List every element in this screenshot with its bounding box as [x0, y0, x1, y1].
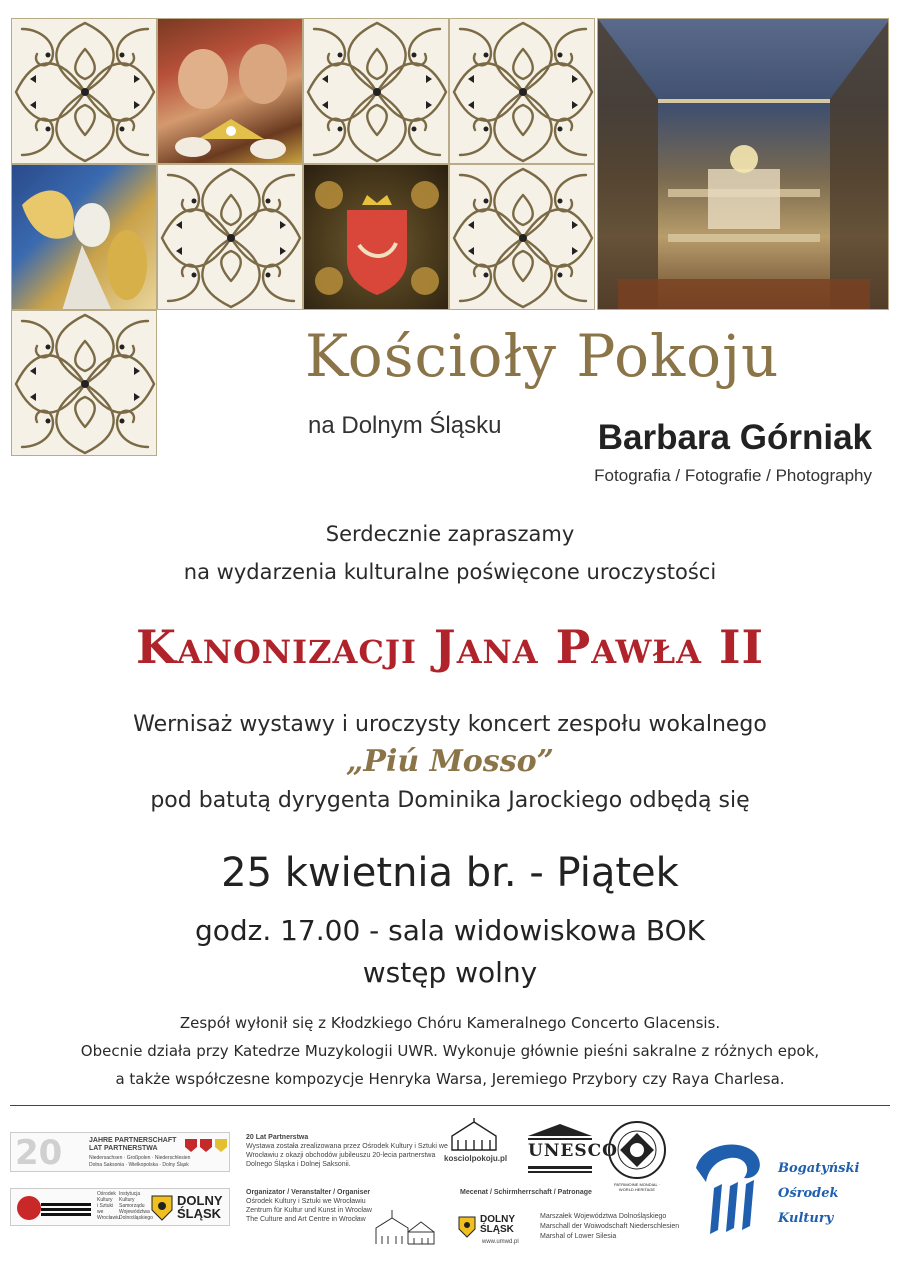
church-interior-photo — [597, 18, 889, 310]
umwd-text-1: DOLNY — [480, 1214, 515, 1225]
partnership-text-2: Wrocławiu z okazji obchodów jubileuszu 20-lecia partnerstwa — [246, 1152, 436, 1159]
exhibition-subtitle: na Dolnym Śląsku — [308, 412, 502, 439]
umwd-crest-icon — [458, 1216, 476, 1238]
coat-of-arms-photo — [303, 164, 449, 310]
patronage-text-2: Marschall der Woiwodschaft Niederschlesien — [540, 1223, 680, 1230]
bok-logo-icon — [692, 1138, 770, 1238]
patronage-text-1: Marszałek Województwa Dolnośląskiego — [540, 1213, 667, 1220]
okis-text-2: Kultury — [97, 1197, 113, 1203]
okis-text-b1: Instytucja — [119, 1191, 141, 1197]
okis-logo — [10, 1188, 230, 1226]
organizer-text-3: The Culture and Art Centre in Wrocław — [246, 1216, 366, 1223]
description-line-3: a także współczesne kompozycje Henryka Warsa, Jeremiego Przybory czy Raya Charlesa. — [115, 1070, 785, 1088]
bok-text-2: Ośrodek — [778, 1186, 839, 1201]
footer-divider — [10, 1105, 890, 1106]
description-line-1: Zespół wyłonił się z Kłodzkiego Chóru Kameralnego Concerto Glacensis. — [179, 1014, 721, 1032]
horse-crest-icon — [185, 1139, 197, 1152]
eagle-crest-icon — [200, 1139, 212, 1152]
kosciolpokoju-url: kosciolpokoju.pl — [444, 1154, 508, 1163]
bok-text-1: Bogatyński — [778, 1161, 860, 1176]
organizer-title: Organizator / Veranstalter / Organiser — [246, 1189, 371, 1196]
silesia-crest-icon — [215, 1139, 227, 1152]
organizer-text-1: Ośrodek Kultury i Sztuki we Wrocławiu — [246, 1198, 366, 1205]
ornament-tile — [11, 18, 157, 164]
event-date: 25 kwietnia br. - Piątek — [221, 850, 679, 896]
invitation-line-2: na wydarzenia kulturalne poświęcone uroczystości — [183, 560, 717, 584]
photographer-name: Barbara Górniak — [597, 418, 872, 457]
church-sketch-icon — [372, 1208, 438, 1246]
umwd-text-2: ŚLĄSK — [480, 1224, 514, 1235]
partnership-line-4: Dolna Saksonia · Wielkopolska · Dolny Śląsk — [89, 1162, 189, 1168]
partnership-logo — [10, 1132, 230, 1172]
exhibition-title: Kościoły Pokoju — [305, 322, 780, 390]
dolny-slask-text-2: ŚLĄSK — [177, 1206, 222, 1221]
ornament-tile — [449, 18, 595, 164]
umwd-url: www.umwd.pl — [482, 1239, 519, 1245]
dolny-slask-text-1: DOLNY — [177, 1193, 223, 1208]
ornament-tile — [157, 164, 303, 310]
partnership-text-3: Dolnego Śląska i Dolnej Saksonii. — [246, 1161, 351, 1168]
invitation-line-1: Serdecznie zapraszamy — [325, 522, 575, 546]
partnership-line-3: Niedersachsen · Großpolen · Niederschlesien — [89, 1155, 191, 1161]
okis-text-b5: Dolnośląskiego — [119, 1215, 153, 1221]
entry-info: wstęp wolny — [362, 956, 538, 989]
unesco-text: UNESCO — [528, 1141, 618, 1161]
cherubs-photo — [157, 18, 303, 164]
partnership-title: 20 Lat Partnerstwa — [246, 1134, 309, 1141]
event-time-venue: godz. 17.00 - sala widowiskowa BOK — [194, 914, 706, 947]
partnership-line-1: JAHRE PARTNERSCHAFT — [89, 1137, 177, 1144]
okis-text-b4: Województwa — [119, 1209, 150, 1215]
kosciolpokoju-logo-icon — [448, 1118, 500, 1152]
invitation-line-3: Wernisaż wystawy i uroczysty koncert zespołu wokalnego — [133, 712, 767, 737]
okis-text-b2: Kultury — [119, 1197, 135, 1203]
event-headline: Kanonizacji Jana Pawła II — [136, 620, 764, 674]
okis-circle-icon — [17, 1196, 41, 1220]
invitation-line-4: pod batutą dyrygenta Dominika Jarockiego odbędą się — [150, 788, 750, 813]
ornament-tile — [303, 18, 449, 164]
okis-text-1: Ośrodek — [97, 1191, 116, 1197]
world-heritage-ring-text: PATRIMOINE MONDIAL · WORLD HERITAGE — [614, 1182, 660, 1192]
okis-text-b3: Samorządu — [119, 1203, 145, 1209]
patronage-title: Mecenat / Schirmherrschaft / Patronage — [460, 1189, 592, 1196]
partnership-line-2: LAT PARTNERSTWA — [89, 1145, 158, 1152]
world-heritage-emblem — [607, 1120, 667, 1192]
angel-photo — [11, 164, 157, 310]
description-line-2: Obecnie działa przy Katedrze Muzykologii UWR. Wykonuje głównie pieśni sakralne z różnych epok, — [80, 1042, 820, 1060]
partnership-text-1: Wystawa została zrealizowana przez Ośrodek Kultury i Sztuki we — [246, 1143, 448, 1150]
okis-text-3: i Sztuki — [97, 1203, 114, 1209]
ensemble-name: „Piú Mosso” — [346, 744, 554, 779]
bok-text-3: Kultury — [778, 1211, 834, 1226]
partnership-number: 20 — [15, 1133, 63, 1173]
ornament-tile — [449, 164, 595, 310]
okis-text-4: we — [97, 1209, 104, 1215]
unesco-logo — [524, 1122, 618, 1174]
organizer-text-2: Zentrum für Kultur und Kunst in Wrocław — [246, 1207, 372, 1214]
patronage-text-3: Marshal of Lower Silesia — [540, 1233, 617, 1240]
photography-credit: Fotografia / Fotografie / Photography — [594, 466, 872, 485]
okis-text-5: Wrocławiu — [97, 1215, 120, 1221]
ornament-tile — [11, 310, 157, 456]
